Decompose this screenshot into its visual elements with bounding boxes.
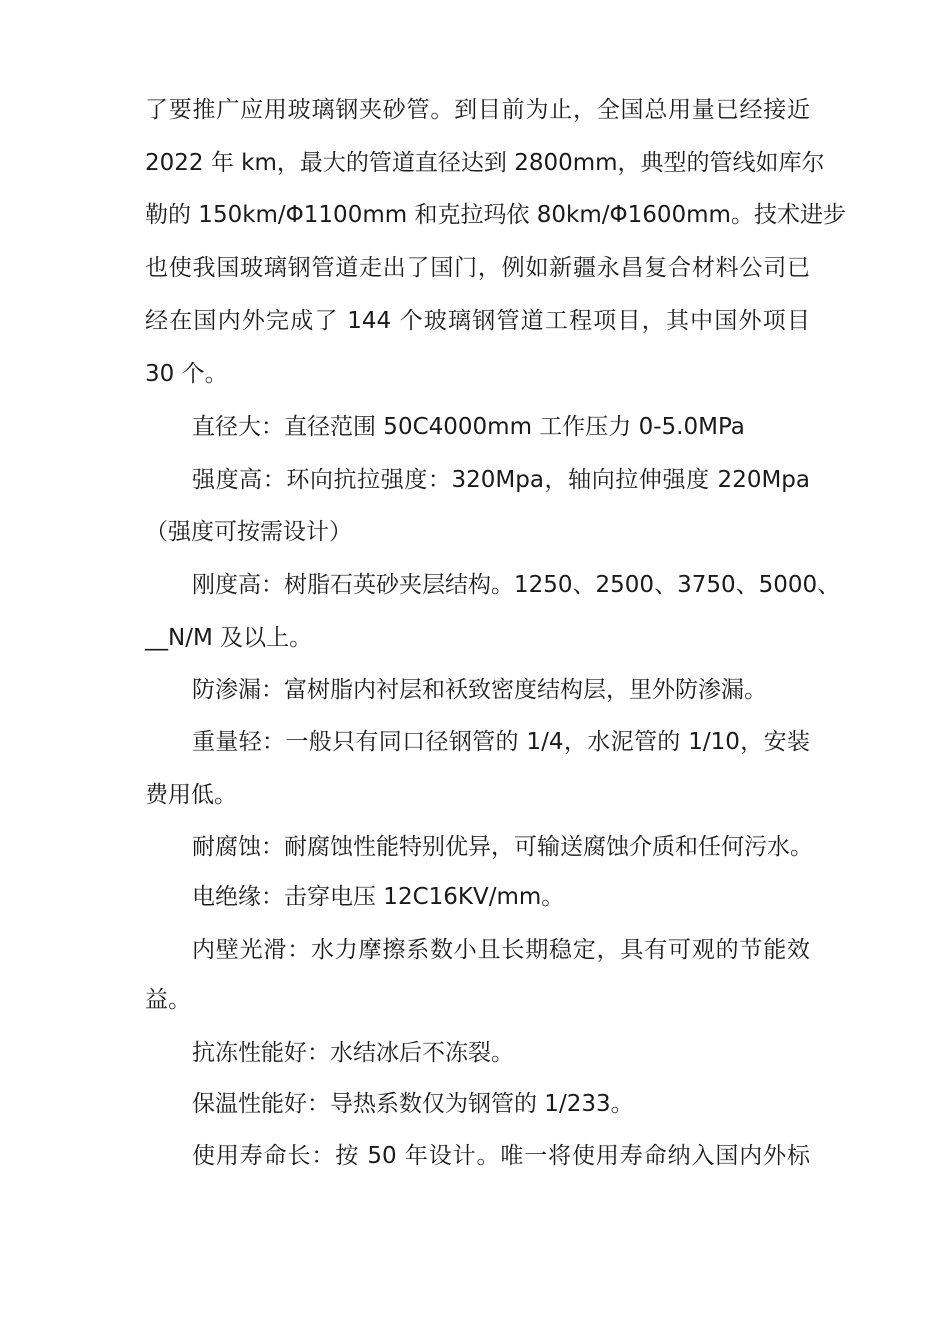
text-line: 2022 年 km，最大的管道直径达到 2800mm，典型的管线如库尔	[145, 150, 825, 176]
text-line: 刚度高：树脂石英砂夹层结构。1250、2500、3750、5000、	[192, 572, 841, 598]
text-line: 直径大：直径范围 50C4000mm 工作压力 0-5.0MPa	[192, 414, 745, 440]
text-line: 耐腐蚀：耐腐蚀性能特别优异，可输送腐蚀介质和任何污水。	[192, 834, 813, 860]
text-line: 防渗漏：富树脂内衬层和袄致密度结构层，里外防渗漏。	[192, 677, 767, 703]
text-line: （强度可按需设计）	[145, 519, 352, 545]
text-line: 强度高：环向抗拉强度：320Mpa，轴向拉伸强度 220Mpa	[192, 467, 810, 493]
text-line: 也使我国玻璃钢管道走出了国门，例如新疆永昌复合材料公司已	[145, 255, 810, 281]
text-line: 内壁光滑：水力摩擦系数小且长期稳定，具有可观的节能效	[192, 937, 810, 963]
text-line: 了要推广应用玻璃钢夹砂管。到目前为止，全国总用量已经接近	[145, 97, 810, 123]
text-line: 使用寿命长：按 50 年设计。唯一将使用寿命纳入国内外标	[192, 1143, 810, 1169]
text-line: 费用低。	[145, 782, 237, 808]
text-line: 经在国内外完成了 144 个玻璃钢管道工程项目，其中国外项目	[145, 308, 810, 334]
text-line: 30 个。	[145, 361, 228, 387]
text-line: 重量轻：一般只有同口径钢管的 1/4，水泥管的 1/10，安装	[192, 729, 810, 755]
text-line: 电绝缘：击穿电压 12C16KV/mm。	[192, 884, 565, 910]
text-line: __N/M 及以上。	[145, 625, 313, 651]
text-line: 勒的 150km/Φ1100mm 和克拉玛依 80km/Φ1600mm。技术进步	[145, 202, 846, 228]
text-line: 益。	[145, 987, 191, 1013]
text-line: 保温性能好：导热系数仅为钢管的 1/233。	[192, 1091, 634, 1117]
text-line: 抗冻性能好：水结冰后不冻裂。	[192, 1040, 514, 1066]
